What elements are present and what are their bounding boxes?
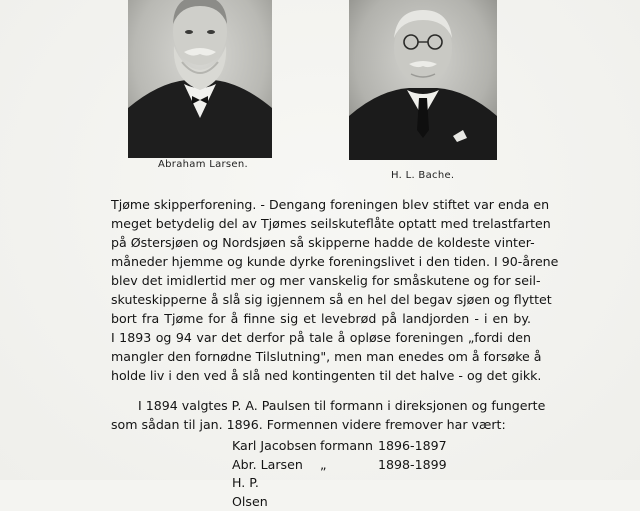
chairman-title: formann bbox=[320, 438, 374, 453]
chairman-title: „ bbox=[320, 457, 327, 472]
paragraph-text-line: som sådan til jan. 1896. Formennen videre fremover har vært: bbox=[111, 417, 506, 432]
body-text-line: I 1893 og 94 var det derfor på tale å opløse foreningen „fordi den bbox=[111, 330, 531, 345]
body-text-line: måneder hjemme og kunde dyrke foreningslivet i den tiden. I 90-årene bbox=[111, 254, 559, 269]
chairman-years: 1896-1897 bbox=[378, 438, 447, 453]
body-text-line: på Østersjøen og Nordsjøen så skipperne hadde de koldeste vinter- bbox=[111, 235, 535, 250]
body-text-line: meget betydelig del av Tjømes seilskuteflåte optatt med trelastfarten bbox=[111, 216, 551, 231]
body-text-line: Tjøme skipperforening. - Dengang foreningen blev stiftet var enda en bbox=[111, 197, 550, 212]
cut-off-chairman-row: H. P. Olsen bbox=[232, 475, 268, 509]
chairman-name: Karl Jacobsen bbox=[232, 438, 317, 453]
body-text-line: blev det imidlertid mer og mer vanskelig for småskutene og for seil- bbox=[111, 273, 541, 288]
body-text-line: holde liv i den ved å slå ned kontingenten til det halve - og det gikk. bbox=[111, 368, 542, 383]
chairman-name: Abr. Larsen bbox=[232, 457, 303, 472]
portrait-caption-right: H. L. Bache. bbox=[391, 170, 455, 181]
portrait-hl-bache bbox=[349, 0, 497, 160]
body-text-line: bort fra Tjøme for å finne sig et levebrød på landjorden - i en by. bbox=[111, 311, 531, 326]
portrait-caption-left: Abraham Larsen. bbox=[158, 159, 249, 170]
chairman-years: 1898-1899 bbox=[378, 457, 447, 472]
body-text-line: mangler den fornødne Tilslutning", men man enedes om å forsøke å bbox=[111, 349, 542, 364]
paragraph-text-line: I 1894 valgtes P. A. Paulsen til formann i direksjonen og fungerte bbox=[138, 398, 546, 413]
portrait-abraham-larsen bbox=[128, 0, 272, 158]
body-text-line: skuteskipperne å slå sig igjennem så en hel del begav sjøen og flyttet bbox=[111, 292, 552, 307]
